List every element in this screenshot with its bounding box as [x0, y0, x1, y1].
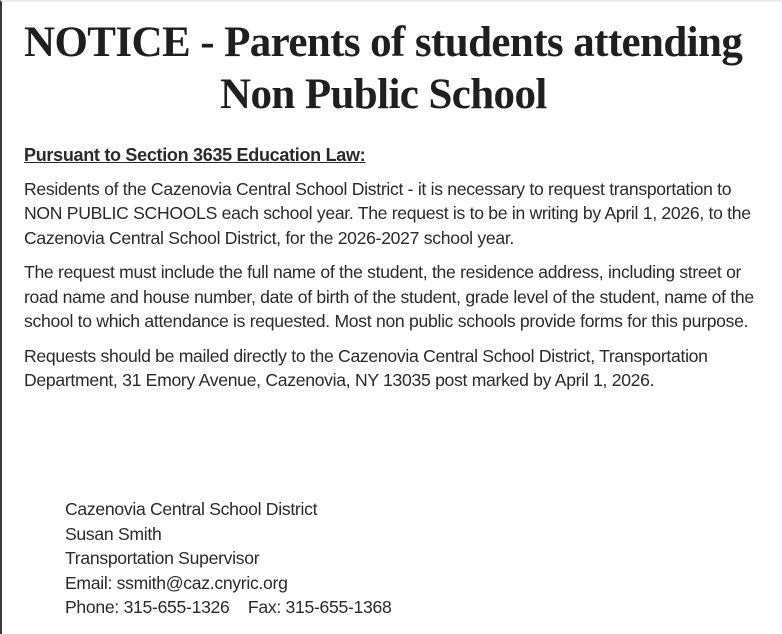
- signature-block: [65, 497, 391, 620]
- notice-body: [24, 143, 774, 403]
- title-line-2: Non Public School: [220, 71, 547, 118]
- email-line: [65, 571, 391, 596]
- paragraph-mailing: Requests should be mailed directly to the Cazenovia Central School District, Transportation Department, 31 Emory Avenue, Cazenovia, NY 13035 post marked by April 1, 2026.: [24, 345, 708, 390]
- signature-name: Susan Smith: [65, 523, 162, 544]
- paragraph-requirements: The request must include the full name of the student, the residence address, including street or road name and house number, date of birth of the student, grade level of the student, name of the school to which attendance is requested. Most non public schools provide forms for this purpose.: [24, 262, 754, 331]
- signature-organization: Cazenovia Central School District: [65, 499, 318, 519]
- title-line-1: NOTICE - Parents of students attending: [24, 19, 743, 66]
- paragraph-residents: Residents of the Cazenovia Central School District - it is necessary to request transportation to NON PUBLIC SCHOOLS each school year. The request is to be in writing by April 1, 2026, to the Cazenovia Central School District, for the 2026-2027 school year.: [24, 178, 751, 248]
- notice-title: [24, 17, 742, 121]
- phone-fax-line: [65, 595, 391, 620]
- signature-position: Transportation Supervisor: [65, 548, 260, 568]
- fax-number: 315-655-1368: [285, 597, 392, 617]
- email-label: Email:: [65, 572, 117, 593]
- phone-label: Phone:: [65, 597, 124, 617]
- section-heading: Pursuant to Section 3635 Education Law:: [24, 145, 366, 165]
- phone-number: 315-655-1326: [123, 597, 230, 617]
- fax-label: Fax:: [247, 597, 286, 617]
- email-link[interactable]: ssmith@caz.cnyric.org: [116, 572, 288, 593]
